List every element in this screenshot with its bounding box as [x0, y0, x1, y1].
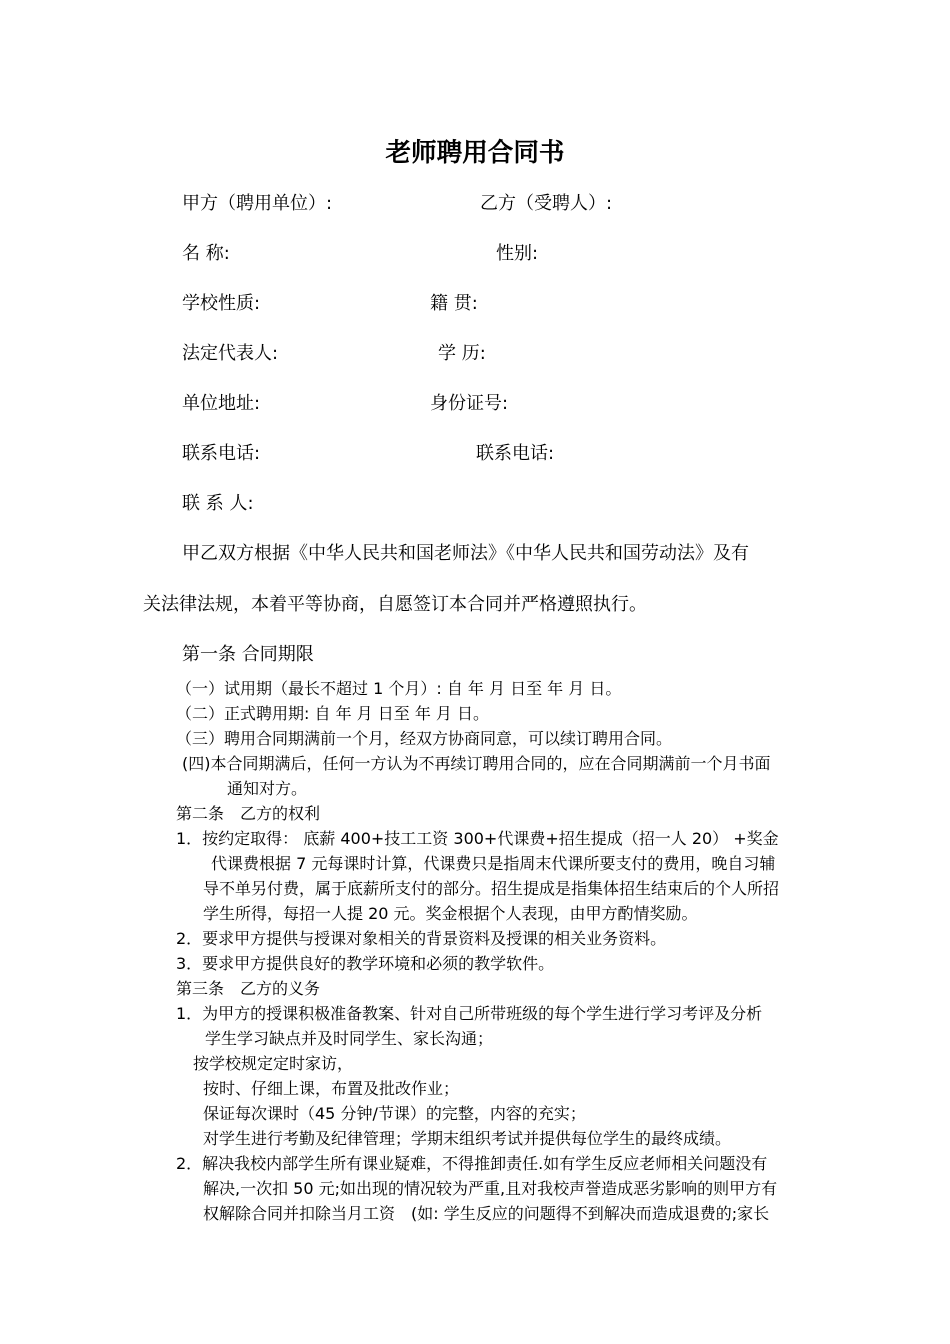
- clause-line: 按时、仔细上课，布置及批改作业；: [203, 1079, 460, 1098]
- clause-line: 解决,一次扣 50 元;如出现的情况较为严重,且对我校声誉造成恶劣影响的则甲方有: [203, 1179, 778, 1198]
- clause-line: 导不单另付费，属于底薪所支付的部分。招生提成是指集体招生结束后的个人所招: [203, 879, 780, 898]
- phone-b-label: 联系电话:: [476, 443, 555, 464]
- phone-a-label: 联系电话:: [182, 443, 261, 464]
- intro-line: 甲乙双方根据《中华人民共和国老师法》《中华人民共和国劳动法》及有: [182, 543, 749, 564]
- gender-label: 性别:: [496, 243, 539, 264]
- party-b-label: 乙方（受聘人）:: [480, 193, 613, 214]
- school-type-label: 学校性质:: [182, 293, 261, 314]
- clause-line: 3．要求甲方提供良好的教学环境和必须的教学软件。: [176, 954, 555, 973]
- clause-line: 1．为甲方的授课积极准备教案、针对自己所带班级的每个学生进行学习考评及分析: [176, 1004, 763, 1023]
- clause-line: （二）正式聘用期: 自 年 月 日至 年 月 日。: [176, 704, 489, 723]
- address-label: 单位地址:: [182, 393, 261, 414]
- clause-line: (四)本合同期满后，任何一方认为不再续订聘用合同的，应在合同期满前一个月书面: [182, 754, 771, 773]
- clause-line: 权解除合同并扣除当月工资 (如: 学生反应的问题得不到解决而造成退费的;家长: [203, 1204, 770, 1223]
- clause-line: 对学生进行考勤及纪律管理；学期末组织考试并提供每位学生的最终成绩。: [203, 1129, 732, 1148]
- name-label: 名 称:: [182, 243, 230, 264]
- id-number-label: 身份证号:: [430, 393, 509, 414]
- article-heading: 第三条 乙方的义务: [176, 979, 321, 998]
- intro-line: 关法律法规，本着平等协商，自愿签订本合同并严格遵照执行。: [143, 594, 647, 615]
- article-heading: 第一条 合同期限: [182, 644, 314, 665]
- clause-line: （三）聘用合同期满前一个月，经双方协商同意，可以续订聘用合同。: [176, 729, 673, 748]
- clause-line: 1．按约定取得： 底薪 400+技工工资 300+代课费+招生提成（招一人 20） +奖金: [176, 829, 779, 848]
- clause-line: 2．要求甲方提供与授课对象相关的背景资料及授课的相关业务资料。: [176, 929, 667, 948]
- contact-label: 联 系 人:: [182, 493, 254, 514]
- article-heading: 第二条 乙方的权利: [176, 804, 321, 823]
- education-label: 学 历:: [438, 343, 486, 364]
- clause-line: 通知对方。: [227, 779, 308, 798]
- clause-line: 2．解决我校内部学生所有课业疑难，不得推卸责任.如有学生反应老师相关问题没有: [176, 1154, 768, 1173]
- document-title: 老师聘用合同书: [385, 138, 565, 168]
- legal-rep-label: 法定代表人:: [182, 343, 279, 364]
- clause-line: 学生学习缺点并及时同学生、家长沟通；: [205, 1029, 494, 1048]
- clause-line: 按学校规定定时家访，: [193, 1054, 354, 1073]
- party-a-label: 甲方（聘用单位）:: [182, 193, 333, 214]
- native-place-label: 籍 贯:: [430, 293, 478, 314]
- clause-line: 学生所得，每招一人提 20 元。奖金根据个人表现，由甲方酌情奖励。: [203, 904, 698, 923]
- clause-line: 保证每次课时（45 分钟/节课）的完整，内容的充实；: [203, 1104, 586, 1123]
- clause-line: 代课费根据 7 元每课时计算，代课费只是指周末代课所要支付的费用，晚自习辅: [211, 854, 776, 873]
- clause-line: （一）试用期（最长不超过 1 个月）: 自 年 月 日至 年 月 日。: [176, 679, 622, 698]
